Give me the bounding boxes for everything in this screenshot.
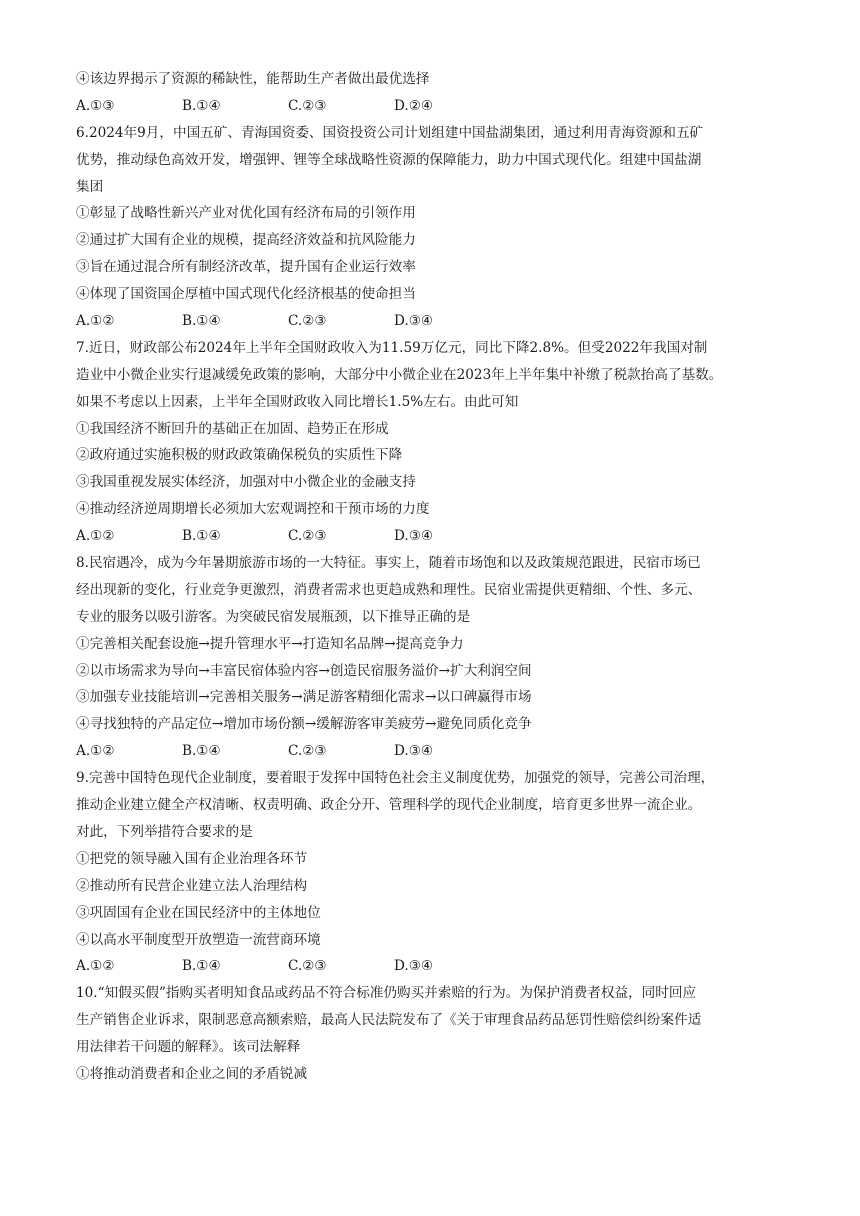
question-8 xyxy=(76,550,788,765)
option-c: C.②③ xyxy=(288,97,327,114)
question-10-item-1: ①将推动消费者和企业之间的矛盾锐减 xyxy=(76,1065,308,1082)
option-b: B.①④ xyxy=(182,97,221,114)
question-10 xyxy=(76,980,788,1088)
option-b: B.①④ xyxy=(182,743,221,760)
question-7-item-2: ②政府通过实施积极的财政政策确保税负的实质性下降 xyxy=(76,447,403,464)
question-6-item-2: ②通过扩大国有企业的规模，提高经济效益和抗风险能力 xyxy=(76,232,416,249)
option-a: A.①② xyxy=(76,313,115,330)
question-6-item-3: ③旨在通过混合所有制经济改革，提升国有企业运行效率 xyxy=(76,259,416,276)
question-8-stem-line: 经出现新的变化，行业竞争更激烈，消费者需求也更趋成熟和理性。民宿业需提供更精细、个性、多元、 xyxy=(76,581,702,598)
question-9-stem-line: 推动企业建立健全产权清晰、权责明确、政企分开、管理科学的现代企业制度，培育更多世界一流企业。 xyxy=(76,797,702,814)
question-5 xyxy=(76,66,788,120)
question-6-stem-line: 6.2024年9月，中国五矿、青海国资委、国资投资公司计划组建中国盐湖集团，通过利用青海资源和五矿 xyxy=(76,124,704,141)
question-7 xyxy=(76,335,788,550)
question-7-item-4: ④推动经济逆周期增长必须加大宏观调控和干预市场的力度 xyxy=(76,501,430,518)
option-d: D.③④ xyxy=(394,528,434,545)
question-7-options xyxy=(76,523,788,550)
question-7-stem-line: 如果不考虑以上因素，上半年全国财政收入同比增长1.5%左右。由此可知 xyxy=(76,393,519,410)
question-9-item-3: ③巩固国有企业在国民经济中的主体地位 xyxy=(76,904,321,921)
question-5-item-4: ④该边界揭示了资源的稀缺性，能帮助生产者做出最优选择 xyxy=(76,71,430,87)
question-7-stem-line: 造业中小微企业实行退减缓免政策的影响，大部分中小微企业在2023年上半年集中补缴了税款抬高了基数。 xyxy=(76,366,723,383)
question-9-stem-line: 对此，下列举措符合要求的是 xyxy=(76,823,253,840)
question-9-item-4: ④以高水平制度型开放塑造一流营商环境 xyxy=(76,931,321,948)
option-c: C.②③ xyxy=(288,958,327,975)
option-c: C.②③ xyxy=(288,528,327,545)
question-8-item-2: ②以市场需求为导向→丰富民宿体验内容→创造民宿服务溢价→扩大利润空间 xyxy=(76,662,532,679)
question-6-item-4: ④体现了国资国企厚植中国式现代化经济根基的使命担当 xyxy=(76,286,416,303)
option-d: D.③④ xyxy=(394,743,434,760)
option-d: D.③④ xyxy=(394,958,434,975)
question-8-item-4: ④寻找独特的产品定位→增加市场份额→缓解游客审美疲劳→避免同质化竞争 xyxy=(76,716,532,733)
question-8-item-3: ③加强专业技能培训→完善相关服务→满足游客精细化需求→以口碑赢得市场 xyxy=(76,689,532,706)
question-8-options xyxy=(76,738,788,765)
question-6-item-1: ①彰显了战略性新兴产业对优化国有经济布局的引领作用 xyxy=(76,205,416,222)
question-9 xyxy=(76,765,788,980)
option-a: A.①③ xyxy=(76,97,115,114)
question-10-stem-line: 10.“知假买假”指购买者明知食品或药品不符合标准仍购买并索赔的行为。为保护消费者权益，同时回应 xyxy=(76,985,697,1002)
question-9-stem-line: 9.完善中国特色现代企业制度，要着眼于发挥中国特色社会主义制度优势，加强党的领导，完善公司治理， xyxy=(76,770,715,787)
question-5-options xyxy=(76,93,788,120)
question-9-item-1: ①把党的领导融入国有企业治理各环节 xyxy=(76,850,308,867)
option-b: B.①④ xyxy=(182,528,221,545)
question-7-item-1: ①我国经济不断回升的基础正在加固、趋势正在形成 xyxy=(76,420,389,437)
question-6-options xyxy=(76,308,788,335)
question-7-stem-line: 7.近日，财政部公布2024年上半年全国财政收入为11.59万亿元，同比下降2.8%。但受2022年我国对制 xyxy=(76,339,708,356)
question-9-item-2: ②推动所有民营企业建立法人治理结构 xyxy=(76,877,308,894)
option-b: B.①④ xyxy=(182,958,221,975)
question-7-item-3: ③我国重视发展实体经济，加强对中小微企业的金融支持 xyxy=(76,474,416,491)
exam-page xyxy=(76,66,788,1088)
option-c: C.②③ xyxy=(288,313,327,330)
question-10-stem-line: 生产销售企业诉求，限制恶意高额索赔，最高人民法院发布了《关于审理食品药品惩罚性赔偿纠纷案件适 xyxy=(76,1012,702,1029)
option-a: A.①② xyxy=(76,958,115,975)
option-b: B.①④ xyxy=(182,313,221,330)
question-6-stem-line: 优势，推动绿色高效开发，增强钾、锂等全球战略性资源的保障能力，助力中国式现代化。组建中国盐湖 xyxy=(76,151,702,168)
option-a: A.①② xyxy=(76,743,115,760)
option-a: A.①② xyxy=(76,528,115,545)
question-8-stem-line: 8.民宿遇冷，成为今年暑期旅游市场的一大特征。事实上，随着市场饱和以及政策规范跟进，民宿市场已 xyxy=(76,555,701,572)
question-9-options xyxy=(76,953,788,980)
question-8-stem-line: 专业的服务以吸引游客。为突破民宿发展瓶颈，以下推导正确的是 xyxy=(76,608,471,625)
question-6 xyxy=(76,120,788,335)
option-d: D.③④ xyxy=(394,313,434,330)
question-6-stem-line: 集团 xyxy=(76,178,104,195)
option-c: C.②③ xyxy=(288,743,327,760)
option-d: D.②④ xyxy=(394,97,434,114)
question-8-item-1: ①完善相关配套设施→提升管理水平→打造知名品牌→提高竞争力 xyxy=(76,635,464,652)
question-10-stem-line: 用法律若干问题的解释》。该司法解释 xyxy=(76,1039,301,1056)
